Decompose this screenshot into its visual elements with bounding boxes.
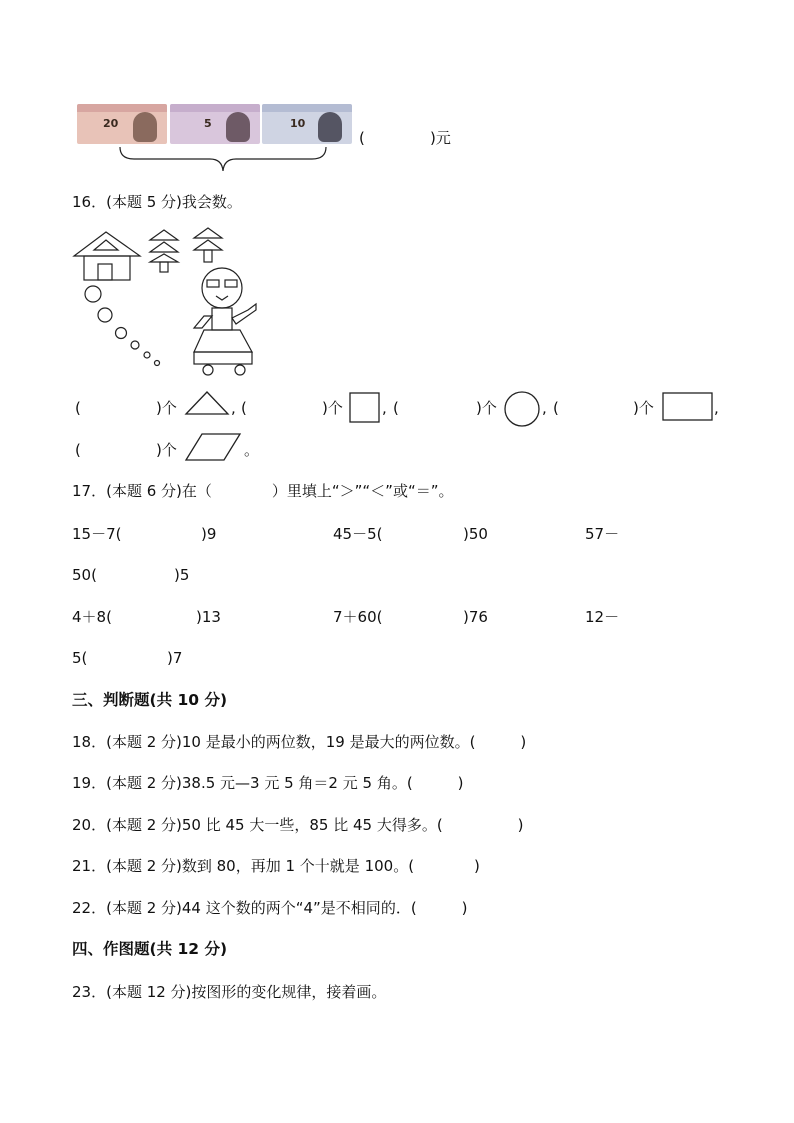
count-circle-blank[interactable] [408,398,468,418]
count-parallelogram-close: )个 [156,441,177,459]
question-21: 21．(本题 2 分)数到 80，再加 1 个十就是 100。( ) [72,857,480,875]
q15-answer-close: )元 [430,129,451,147]
triangle-icon [184,390,230,416]
circle-icon [503,390,541,428]
q17-item-5-left: 7＋60( [333,608,383,626]
brace-icon [118,145,328,173]
question-19: 19．(本题 2 分)38.5 元—3 元 5 角＝2 元 5 角。( ) [72,774,464,792]
count-square-open: ( [241,399,247,417]
count-square-close: )个 [322,399,343,417]
q15-answer-blank[interactable] [372,128,428,148]
count-triangle-blank[interactable] [90,398,150,418]
q17-item-6-left: 12－ [585,608,620,626]
count-rectangle-blank[interactable] [568,398,628,418]
count-circle-close: )个 [476,399,497,417]
banknote-5: 5 [170,104,260,144]
section-4-heading: 四、作图题(共 12 分) [72,940,228,958]
q17-item-1-left: 15－7( [72,525,122,543]
count-parallelogram-open: ( [75,441,81,459]
section-3-heading: 三、判断题(共 10 分) [72,691,228,709]
q17-item-5-right: )76 [463,608,488,626]
q15-answer-open: ( [359,129,365,147]
q17-item-2-right: )50 [463,525,488,543]
count-triangle-close: )个 [156,399,177,417]
q17-item-3-right: )5 [174,566,190,584]
count-square-blank[interactable] [256,398,316,418]
count-circle-open: ( [393,399,399,417]
count-rectangle-open: ( [553,399,559,417]
question-18: 18．(本题 2 分)10 是最小的两位数，19 是最大的两位数。( ) [72,733,527,751]
rectangle-icon [662,392,714,422]
q17-item-2-left: 45－5( [333,525,383,543]
count-triangle-open: ( [75,399,81,417]
question-20: 20．(本题 2 分)50 比 45 大一些，85 比 45 大得多。( ) [72,816,524,834]
q17-item-6-right: )7 [167,649,183,667]
q17-item-4-left: 4＋8( [72,608,112,626]
parallelogram-icon [184,432,242,462]
q17-title: 17．(本题 6 分)在（ ）里填上“＞”“＜”或“＝”。 [72,482,454,500]
q17-item-4-right: )13 [196,608,221,626]
q17-item-1-right: )9 [201,525,217,543]
question-23: 23．(本题 12 分)按图形的变化规律，接着画。 [72,983,387,1001]
question-22: 22．(本题 2 分)44 这个数的两个“4”是不相同的．( ) [72,899,468,917]
q17-item-3-cont: 50( [72,566,97,584]
count-parallelogram-blank[interactable] [90,440,150,460]
banknote-20: 20 [77,104,167,144]
shape-picture [70,226,270,380]
q17-item-6-cont: 5( [72,649,88,667]
square-icon [349,392,381,424]
count-rectangle-close: )个 [633,399,654,417]
banknote-10: 10 [262,104,352,144]
q16-title: 16．(本题 5 分)我会数。 [72,193,242,211]
q17-item-3-left: 57－ [585,525,620,543]
